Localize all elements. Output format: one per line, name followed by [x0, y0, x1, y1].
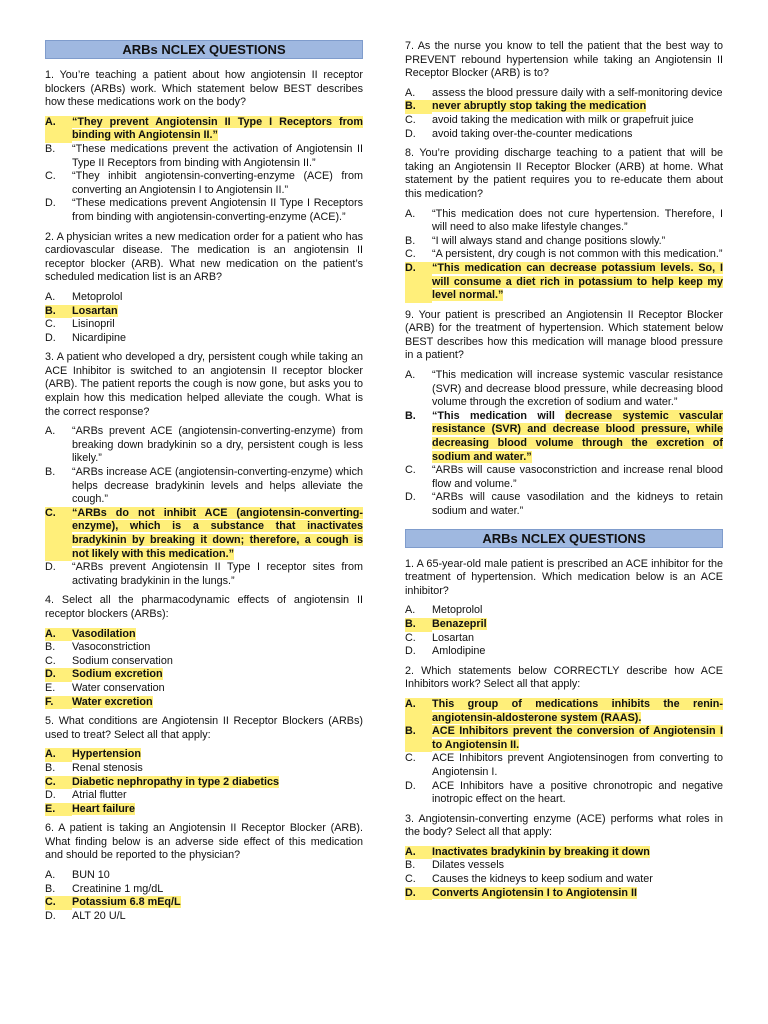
option-b: B. Renal stenosis [45, 761, 143, 774]
option-a-correct: A. Vasodilation [45, 627, 136, 640]
option-a: A. “ARBs prevent ACE (angiotensin-converting-enzyme) from breaking down bradykinin so a dry, persistent cough is less likely.” [45, 425, 363, 465]
question-text: 2. A physician writes a new medication order for a patient who has cardiovascular disease. The medication is an angiotensin II receptor blocker (ARB). What new medication on the patient’s scheduled medication list is an ARB? [45, 230, 363, 284]
right-column [405, 40, 723, 906]
option-c: C. “A persistent, dry cough is not common with this medication.” [405, 248, 723, 261]
question-text: 2. Which statements below CORRECTLY describe how ACE Inhibitors work? Select all that apply: [405, 664, 723, 691]
question-text: 3. A patient who developed a dry, persistent cough while taking an ACE Inhibitor is switched to an angiotensin II receptor blocker (ARB). The patient reports the cough is now gone, but asks you to explain how this medication helped alleviate the cough. What is the correct response? [45, 351, 363, 418]
ace-question-3 [405, 813, 723, 901]
option-a-correct: A. Inactivates bradykinin by breaking it down [405, 845, 650, 858]
question-text: 5. What conditions are Angiotensin II Receptor Blockers (ARBs) used to treat? Select all that apply: [45, 715, 363, 741]
option-e-correct: E. Heart failure [45, 802, 136, 815]
question-text: 6. A patient is taking an Angiotensin II Receptor Blocker (ARB). What finding below is an adverse side effect of this medication and should be reported to the physician? [45, 822, 363, 862]
option-a-correct: A. Hypertension [45, 748, 141, 761]
option-d-correct: D. Converts Angiotensin I to Angiotensin II [405, 886, 637, 899]
option-c-correct: C. Potassium 6.8 mEq/L [45, 896, 181, 909]
option-c: C. ACE Inhibitors prevent Angiotensinogen from converting to Angiotensin I. [405, 752, 723, 778]
option-d-correct: D. Sodium excretion [45, 668, 163, 681]
ace-question-1 [405, 558, 723, 659]
question-4 [45, 594, 363, 709]
option-f-correct: F. Water excretion [45, 695, 153, 708]
question-3 [45, 351, 363, 588]
option-c-correct: C. Diabetic nephropathy in type 2 diabetics [45, 775, 279, 788]
option-d-correct: D. “This medication can decrease potassium levels. So, I will consume a diet rich in potassium to help keep my level normal.” [405, 261, 723, 302]
question-text: 3. Angiotensin-converting enzyme (ACE) performs what roles in the body? Select all that apply: [405, 812, 723, 839]
option-b-correct: B. “This medication will decrease systemic vascular resistance (SVR) and decrease blood pressure, while decreasing blood volume through the excretion of sodium and water.” [405, 409, 723, 463]
question-8 [405, 147, 723, 303]
ace-question-2 [405, 665, 723, 807]
option-a: A. “This medication will increase systemic vascular resistance (SVR) and decrease blood pressure, while decreasing blood volume through the excretion of sodium and water.” [405, 369, 723, 409]
option-d: D. Atrial flutter [45, 789, 127, 802]
left-column [45, 40, 363, 929]
section-header: ARBs NCLEX QUESTIONS [45, 40, 363, 59]
option-a: A. Metoprolol [405, 604, 483, 617]
option-a: A. “This medication does not cure hypertension. Therefore, I will need to also make lifestyle changes.” [405, 207, 723, 234]
option-d: D. Amlodipine [405, 645, 486, 658]
option-b-correct: B. Losartan [45, 304, 118, 317]
option-b-correct: B. never abruptly stop taking the medication [405, 100, 647, 113]
question-9 [405, 309, 723, 519]
option-a: A. BUN 10 [45, 869, 110, 882]
option-d: D. “ARBs will cause vasodilation and the kidneys to retain sodium and water.” [405, 491, 723, 517]
option-c: C. Lisinopril [45, 318, 115, 331]
question-text: 9. Your patient is prescribed an Angiotensin II Receptor Blocker (ARB) for the treatment of hypertension. Which statement below BEST describes how this medication will manage blood pressure in a patient? [405, 308, 723, 362]
option-d: D. “These medications prevent Angiotensin II Type I Receptors from binding with angiotensin-converting-enzyme (ACE).” [45, 197, 363, 223]
option-c: C. Sodium conservation [45, 654, 173, 667]
option-b: B. Vasoconstriction [45, 641, 151, 654]
option-c: C. Causes the kidneys to keep sodium and water [405, 873, 653, 886]
option-d: D. ALT 20 U/L [45, 909, 126, 922]
option-b-correct: B. Benazepril [405, 617, 487, 630]
option-b: B. “These medications prevent the activation of Angiotensin II Type II Receptors from binding with Angiotensin II.” [45, 142, 363, 169]
option-c: C. Losartan [405, 631, 475, 644]
option-a-correct: A. This group of medications inhibits the renin-angiotensin-aldosterone system (RAAS). [405, 697, 723, 724]
option-a: A. Metoprolol [45, 290, 123, 303]
question-text: 1. You’re teaching a patient about how angiotensin II receptor blockers (ARBs) work. Which statement below BEST describes how these medications work on the body? [45, 69, 363, 109]
option-d: D. “ARBs prevent Angiotensin II Type I receptor sites from activating bradykinin in the lungs.” [45, 561, 363, 587]
option-a: A. assess the blood pressure daily with a self-monitoring device [405, 86, 723, 99]
option-c: C. “They inhibit angiotensin-converting-enzyme (ACE) from converting an Angiotensin I to Angiotensin II.” [45, 170, 363, 196]
question-7 [405, 40, 723, 141]
question-text: 8. You’re providing discharge teaching to a patient that will be taking an Angiotensin II Receptor Blocker (ARB) at home. What statement by the patient requires you to re-educate them about this medication? [405, 147, 723, 200]
question-2 [45, 231, 363, 346]
option-b: B. “ARBs increase ACE (angiotensin-converting-enzyme) which helps decrease bradykinin levels and helps alleviate the cough.” [45, 466, 363, 506]
question-text: 1. A 65-year-old male patient is prescribed an ACE inhibitor for the treatment of hypertension. Which medication below is an ACE inhibitor? [405, 557, 723, 597]
option-b: B. Dilates vessels [405, 859, 505, 872]
option-c: C. “ARBs will cause vasoconstriction and increase renal blood flow and volume.” [405, 464, 723, 490]
question-5 [45, 715, 363, 816]
question-1 [45, 69, 363, 225]
option-d: D. Nicardipine [45, 331, 127, 344]
question-6 [45, 822, 363, 923]
question-text: 7. As the nurse you know to tell the patient that the best way to PREVENT rebound hypertension while taking an Angiotensin II Receptor Blocker (ARB) is to? [405, 40, 723, 80]
option-a-correct: A. “They prevent Angiotensin II Type I Receptors from binding with Angiotensin II.” [45, 115, 363, 142]
option-d: D. ACE Inhibitors have a positive chronotropic and negative inotropic effect on the heart. [405, 779, 723, 806]
option-b: B. Creatinine 1 mg/dL [45, 882, 164, 895]
option-e: E. Water conservation [45, 681, 165, 694]
option-d: D. avoid taking over-the-counter medications [405, 127, 633, 140]
option-c-correct: C. “ARBs do not inhibit ACE (angiotensin-converting-enzyme), which is a substance that inactivates bradykinin by breaking it down; therefore, a cough is not likely with this medication.” [45, 506, 363, 560]
option-b: B. “I will always stand and change positions slowly.” [405, 234, 666, 247]
option-c: C. avoid taking the medication with milk or grapefruit juice [405, 113, 694, 126]
section-header: ARBs NCLEX QUESTIONS [405, 529, 723, 548]
question-text: 4. Select all the pharmacodynamic effects of angiotensin II receptor blockers (ARBs): [45, 594, 363, 620]
option-b-correct: B. ACE Inhibitors prevent the conversion of Angiotensin I to Angiotensin II. [405, 725, 723, 751]
